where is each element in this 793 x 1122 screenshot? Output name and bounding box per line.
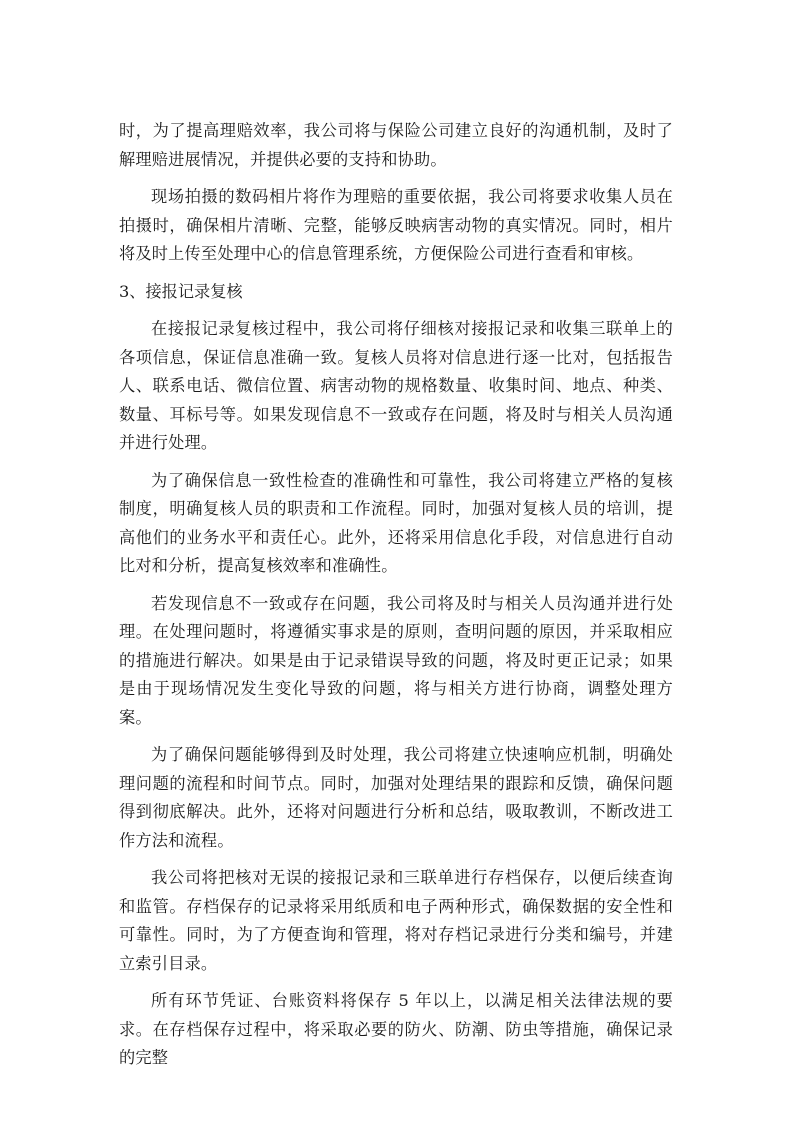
paragraph-retention: 所有环节凭证、台账资料将保存 5 年以上，以满足相关法律法规的要求。在存档保存过程中，将采取必要的防火、防潮、防虫等措施，确保记录的完整 [119,991,673,1067]
paragraph-problem-handling: 若发现信息不一致或存在问题，我公司将及时与相关人员沟通并进行处理。在处理问题时，将遵循实事求是的原则，查明问题的原因，并采取相应的措施进行解决。如果是由于记录错误导致的问题，将及时更正记录；如果是由于现场情况发生变化导致的问题，将与相关方进行协商，调整处理方案。 [119,593,673,727]
document-body [119,117,673,1082]
paragraph-review-system: 为了确保信息一致性检查的准确性和可靠性，我公司将建立严格的复核制度，明确复核人员的职责和工作流程。同时，加强对复核人员的培训，提高他们的业务水平和责任心。此外，还将采用信息化手段，对信息进行自动比对和分析，提高复核效率和准确性。 [119,470,673,575]
paragraph-archiving: 我公司将把核对无误的接报记录和三联单进行存档保存，以便后续查询和监管。存档保存的记录将采用纸质和电子两种形式，确保数据的安全性和可靠性。同时，为了方便查询和管理，将对存档记录进行分类和编号，并建立索引目录。 [119,868,673,973]
paragraph-response-mechanism: 为了确保问题能够得到及时处理，我公司将建立快速响应机制，明确处理问题的流程和时间节点。同时，加强对处理结果的跟踪和反馈，确保问题得到彻底解决。此外，还将对问题进行分析和总结，吸取教训，不断改进工作方法和流程。 [119,745,673,850]
paragraph-record-review: 在接报记录复核过程中，我公司将仔细核对接报记录和收集三联单上的各项信息，保证信息准确一致。复核人员将对信息进行逐一比对，包括报告人、联系电话、微信位置、病害动物的规格数量、收集时间、地点、种类、数量、耳标号等。如果发现信息不一致或存在问题，将及时与相关人员沟通并进行处理。 [119,319,673,452]
section-heading: 3、接报记录复核 [119,281,243,301]
paragraph-photo-evidence: 现场拍摄的数码相片将作为理赔的重要依据，我公司将要求收集人员在拍摄时，确保相片清晰、完整，能够反映病害动物的真实情况。同时，相片将及时上传至处理中心的信息管理系统，方便保险公司进行查看和审核。 [119,187,673,263]
paragraph-continuation: 时，为了提高理赔效率，我公司将与保险公司建立良好的沟通机制，及时了解理赔进展情况，并提供必要的支持和协助。 [119,121,673,169]
